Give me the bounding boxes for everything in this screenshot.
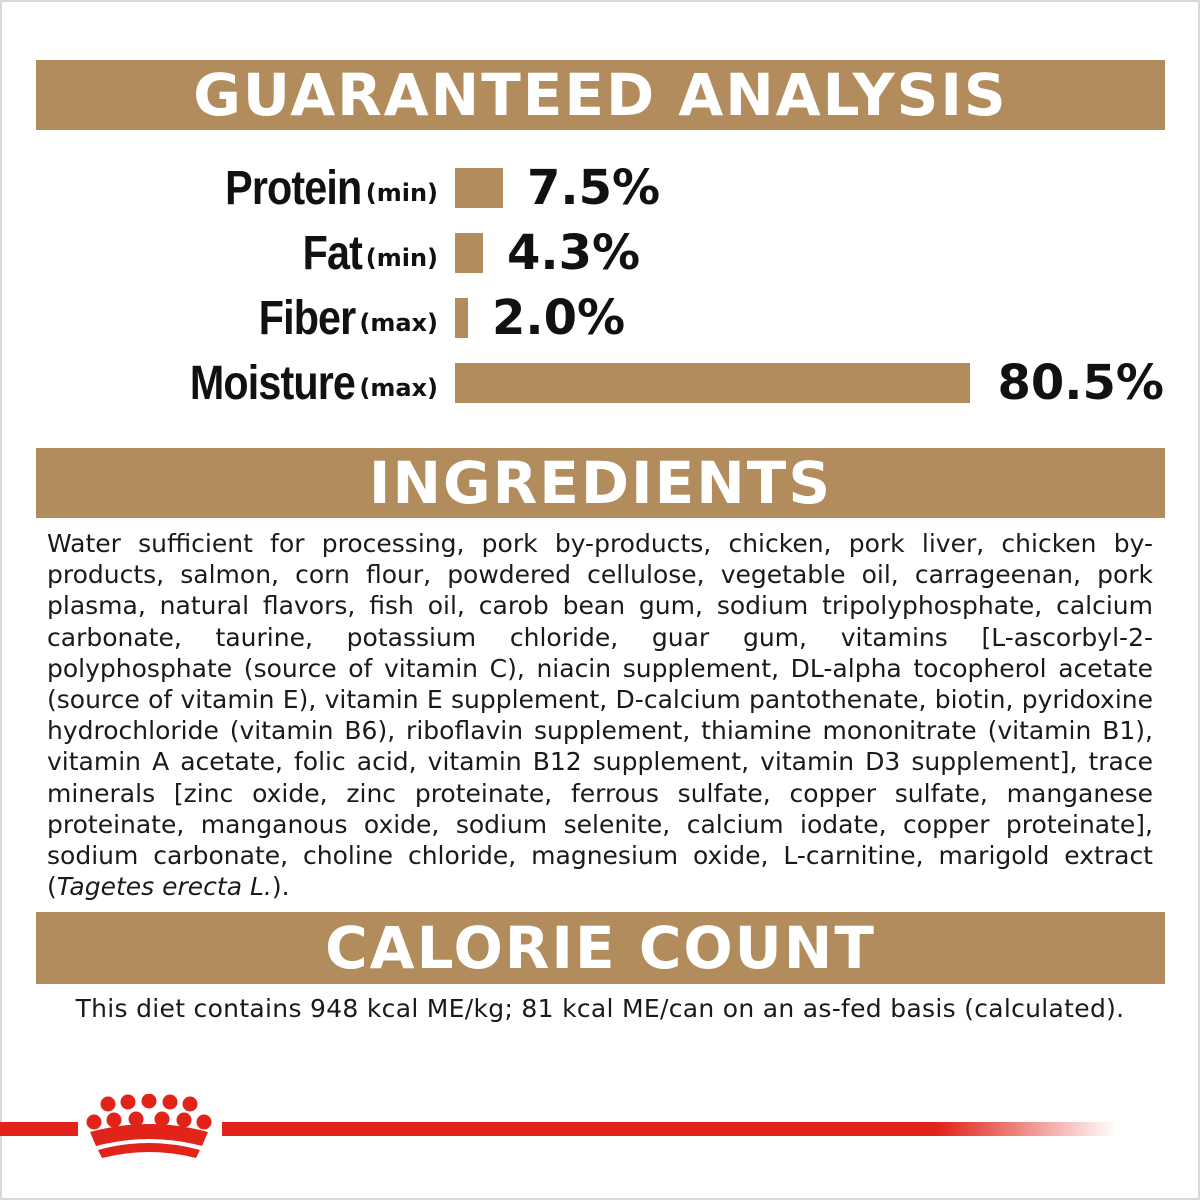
nutrient-label-fiber — [243, 290, 438, 346]
brand-line-right — [222, 1122, 1117, 1136]
nutrient-qualifier-fiber: (max) — [359, 309, 438, 337]
nutrient-label-protein — [203, 160, 438, 216]
ingredients-italic-text: Tagetes erecta L. — [56, 872, 272, 902]
nutrient-name-moisture: Moisture — [190, 356, 356, 410]
bar-moisture — [455, 363, 970, 403]
calorie-count-banner: CALORIE COUNT — [36, 912, 1165, 984]
ingredients-text — [47, 528, 1153, 902]
guaranteed-analysis-banner: GUARANTEED ANALYSIS — [36, 60, 1165, 130]
value-label-fiber: 2.0% — [492, 290, 626, 346]
calorie-statement: This diet contains 948 kcal ME/kg; 81 kcal ME/can on an as-fed basis (calculated). — [75, 994, 1125, 1023]
nutrient-qualifier-protein: (min) — [365, 179, 438, 207]
nutrient-name-fiber: Fiber — [258, 291, 356, 345]
value-label-moisture: 80.5% — [997, 355, 1164, 411]
nutrient-name-fat: Fat — [302, 226, 362, 280]
crown-logo-icon — [84, 1094, 214, 1160]
nutrient-qualifier-fat: (min) — [365, 244, 438, 272]
nutrient-qualifier-moisture: (max) — [359, 374, 438, 402]
bar-fat — [455, 233, 483, 273]
value-label-protein: 7.5% — [527, 160, 661, 216]
brand-line-left — [0, 1122, 78, 1136]
value-label-fat: 4.3% — [507, 225, 641, 281]
nutrient-label-moisture — [163, 355, 438, 411]
bar-protein — [455, 168, 503, 208]
nutrient-label-fat — [293, 225, 438, 281]
ingredients-end-text: ). — [271, 872, 290, 902]
ingredients-banner: INGREDIENTS — [36, 448, 1165, 518]
ingredients-main-text: Water sufficient for processing, pork by-products, chicken, pork liver, chicken by-products, salmon, corn flour, powdered cellulose, vegetable oil, carrageenan, pork plasma, natural flavors, fish oil, carob bean gum, sodium tripolyphosphate, calcium carbonate, taurine, potassium chloride, guar gum, vitamins [L-ascorbyl-2-polyphosphate (source of vitamin C), niacin supplement, DL-alpha tocopherol acetate (source of vitamin E), vitamin E supplement, D-calcium pantothenate, biotin, pyridoxine hydrochloride (vitamin B6), riboflavin supplement, thiamine mononitrate (vitamin B1), vitamin A acetate, folic acid, vitamin B12 supplement, vitamin D3 supplement], trace minerals [zinc oxide, zinc proteinate, ferrous sulfate, copper sulfate, manganese proteinate, manganous oxide, sodium selenite, calcium iodate, copper proteinate], sodium carbonate, choline chloride, magnesium oxide, L-carnitine, marigold extract ( — [47, 529, 1153, 902]
nutrient-name-protein: Protein — [225, 161, 362, 215]
bar-fiber — [455, 298, 468, 338]
